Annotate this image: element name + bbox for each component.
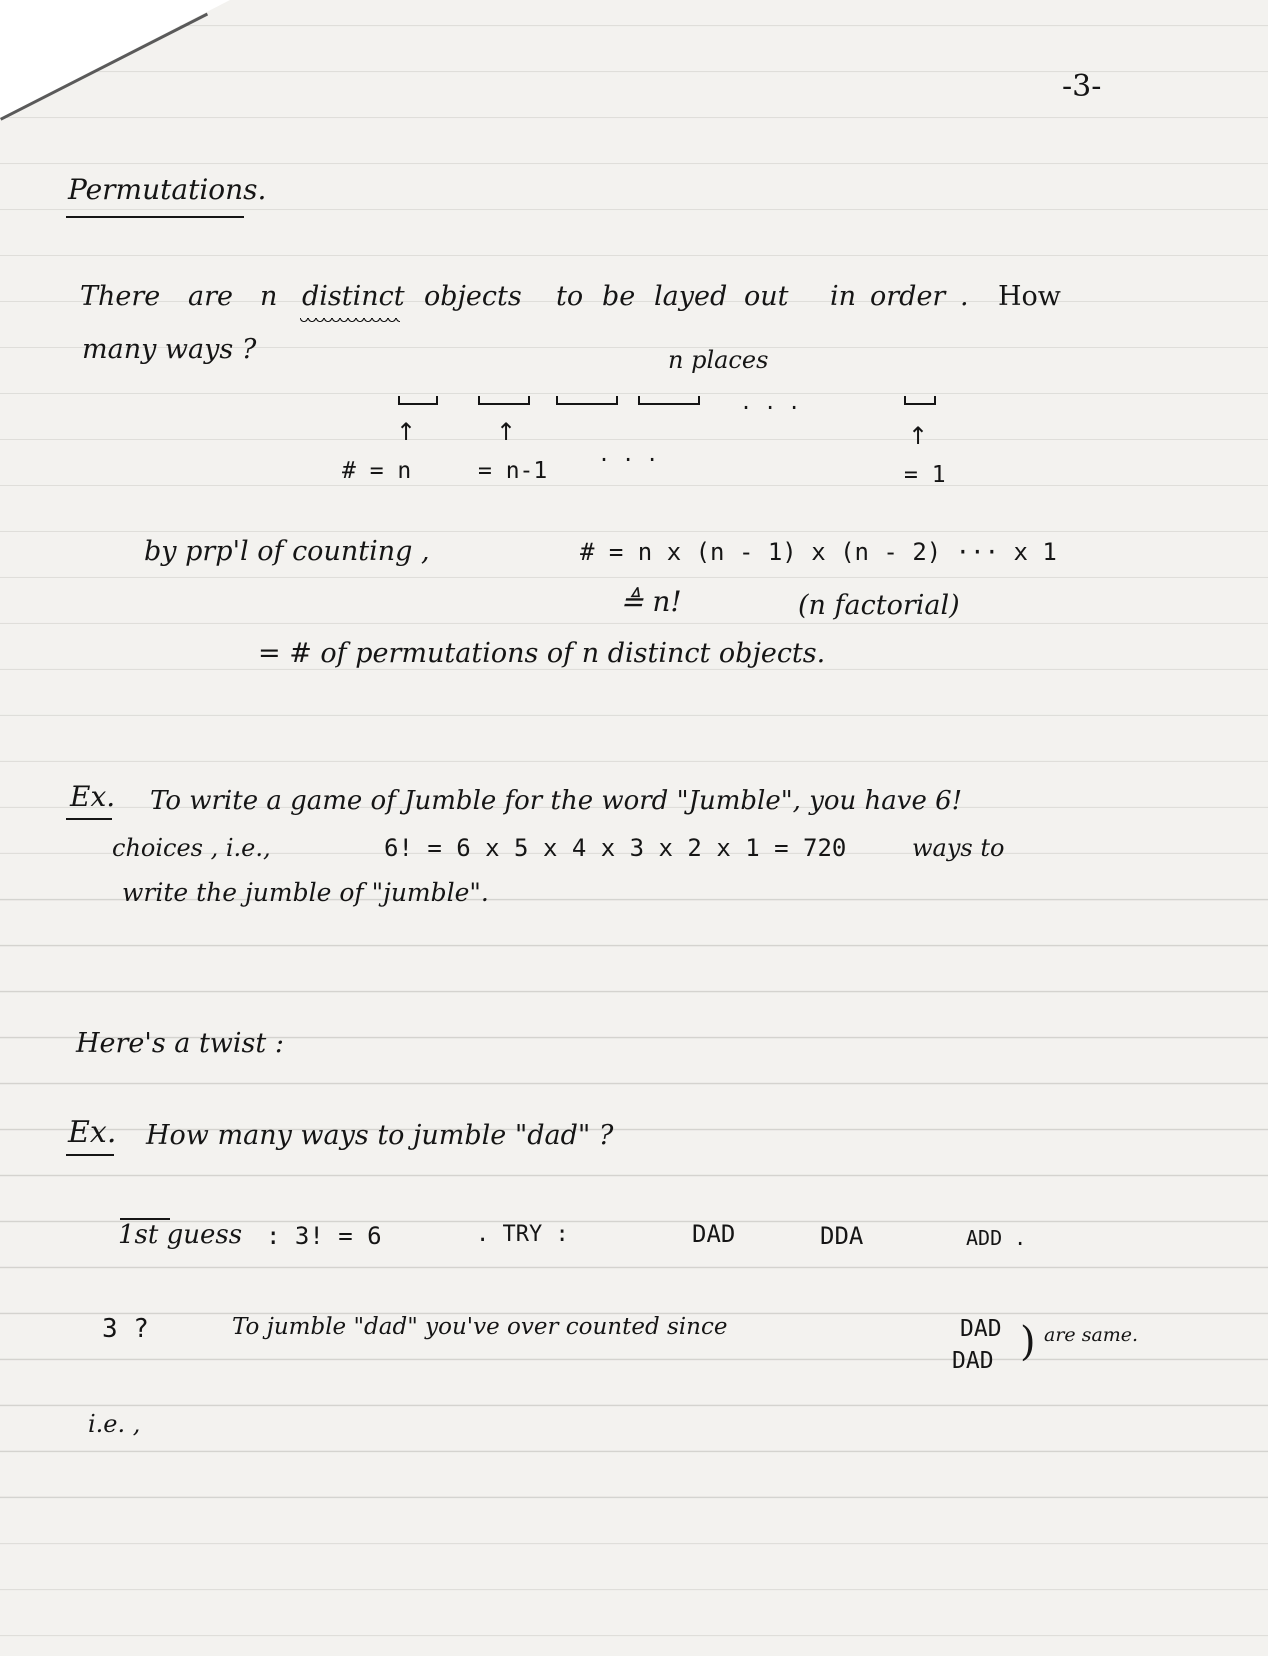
twist-heading: Here's a twist :: [76, 1028, 284, 1059]
intro-word: out: [744, 281, 789, 312]
dad-first: DAD: [960, 1316, 1002, 1342]
brace: ): [1020, 1319, 1036, 1365]
ie-text: i.e. ,: [88, 1410, 141, 1438]
intro-word: .: [960, 281, 969, 312]
up-arrow-icon: ↑: [496, 418, 517, 446]
distinct-underline: [300, 318, 400, 324]
overcount-text: To jumble "dad" you've over counted since: [232, 1314, 728, 1340]
up-arrow-icon: ↑: [396, 418, 417, 446]
intro-word: are: [188, 281, 233, 312]
try-dda: DDA: [820, 1222, 864, 1250]
intro-word: How: [998, 281, 1061, 312]
slot-ellipsis: . . .: [740, 390, 801, 414]
example-label-underline: [66, 818, 112, 820]
count-last: = 1: [904, 462, 946, 488]
intro-line-2: many ways ?: [82, 334, 257, 365]
page-number: -3-: [1062, 69, 1102, 104]
middle-ellipsis: . . .: [598, 442, 659, 466]
place-slot: [556, 396, 618, 405]
intro-word-distinct: distinct: [302, 281, 405, 312]
jumble-line-2a: choices , i.e.,: [112, 834, 271, 862]
places-label: n places: [668, 346, 769, 374]
counting-formula: # = n x (n - 1) x (n - 2) ··· x 1: [580, 538, 1057, 566]
try-label: . TRY :: [476, 1222, 569, 1247]
jumble-line-1: To write a game of Jumble for the word "Jumble", you have 6!: [150, 786, 963, 816]
intro-word: be: [602, 281, 636, 312]
permutation-conclusion: = # of permutations of n distinct objects.: [258, 638, 826, 669]
first-guess-label: 1st guess: [118, 1220, 243, 1250]
try-dad: DAD: [692, 1220, 736, 1248]
place-slot: [398, 396, 438, 405]
page-title: Permutations.: [68, 173, 267, 206]
example-label-underline: [66, 1154, 114, 1156]
are-same-text: are same.: [1044, 1324, 1139, 1346]
dad-question: How many ways to jumble "dad" ?: [146, 1120, 614, 1151]
intro-word: in: [830, 281, 857, 312]
jumble-line-3: write the jumble of "jumble".: [122, 878, 489, 907]
jumble-line-2c: ways to: [912, 834, 1005, 862]
first-guess-formula: : 3! = 6: [266, 1222, 382, 1250]
factorial-note: (n factorial): [798, 590, 960, 621]
jumble-line-2b: 6! = 6 x 5 x 4 x 3 x 2 x 1 = 720: [384, 834, 847, 862]
three-question: 3 ?: [102, 1314, 149, 1344]
title-underline: [66, 216, 244, 218]
intro-word: objects: [424, 281, 522, 312]
place-slot: [638, 396, 700, 405]
count-first: # = n: [342, 458, 412, 484]
try-add: ADD .: [966, 1226, 1027, 1250]
first-guess-underline: [120, 1218, 170, 1220]
dad-second: DAD: [952, 1348, 994, 1374]
up-arrow-icon: ↑: [908, 422, 929, 450]
example-label: Ex.: [68, 1115, 117, 1150]
example-label: Ex.: [70, 780, 116, 813]
count-second: = n-1: [478, 458, 548, 484]
intro-word: layed: [654, 281, 728, 312]
intro-word: order: [870, 281, 946, 312]
place-slot: [478, 396, 530, 405]
intro-word: to: [556, 281, 584, 312]
place-slot: [904, 396, 936, 405]
intro-word: There: [80, 281, 161, 312]
counting-lead: by prp'l of counting ,: [144, 536, 430, 567]
intro-word: n: [260, 281, 278, 312]
factorial-definition: ≜ n!: [620, 585, 682, 618]
